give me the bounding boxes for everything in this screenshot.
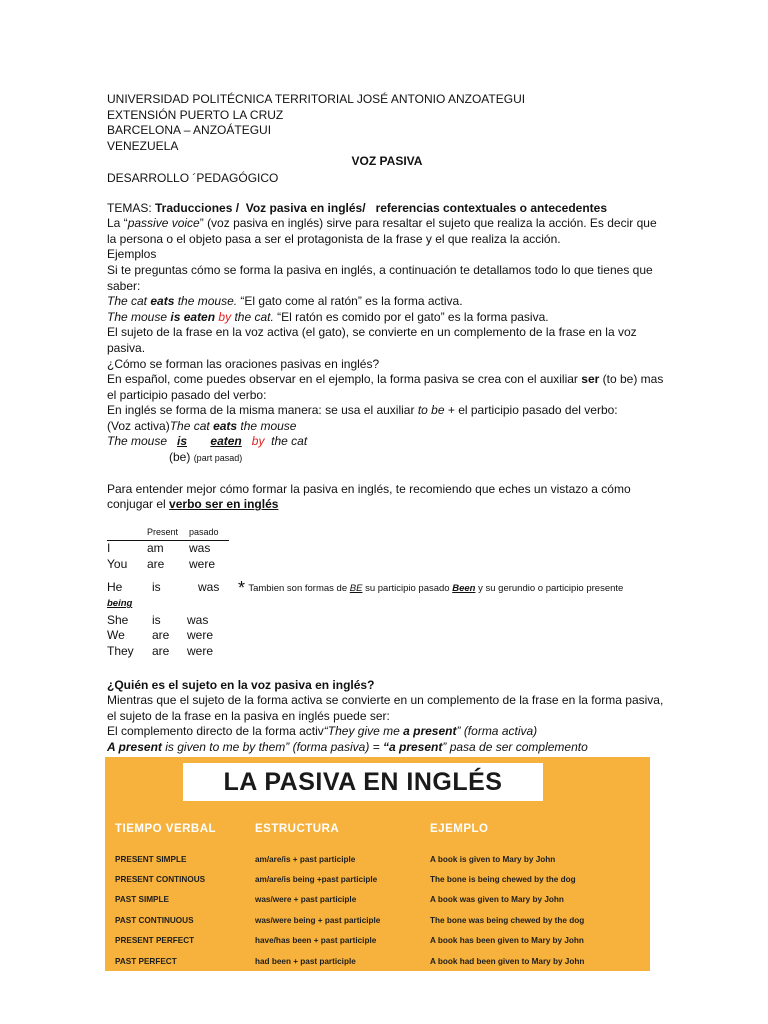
infographic-title: LA PASIVA EN INGLÉS [183,763,543,801]
p5-c: + el participio pasado del verbo: [444,403,618,418]
document-title: VOZ PASIVA [351,154,423,169]
example-active-2 [107,419,667,435]
present-form: are [152,644,170,658]
note-c: su participio pasado [362,582,453,594]
example-cell: A book is given to Mary by John [430,854,556,864]
ex3-label: (Voz activa) [107,418,170,433]
example-cell: The bone is being chewed by the dog [430,875,576,885]
structure-cell: was/were being + past participle [255,915,381,925]
past-form: was [198,579,220,594]
question-how: ¿Cómo se forman las oraciones pasivas en inglés? [107,356,380,371]
note-a: Tambien son formas de [248,582,350,594]
pronoun: We [107,628,125,643]
table-row [115,910,645,930]
label-part: (part pasad) [193,453,243,464]
tense-cell: PAST SIMPLE [115,895,169,905]
subject-example-active [107,724,667,740]
verb-be-table [107,525,229,573]
past-form: was [187,612,209,627]
intro-paragraph-2: Si te preguntas cómo se forma la pasiva en inglés, a continuación te detallamos todo lo que tienes que saber: [107,262,653,293]
document-subtitle: DESARROLLO ´PEDAGÓGICO [107,170,279,185]
table-row [115,931,645,951]
tense-cell: PRESENT CONTINOUS [115,875,206,885]
subject-paragraph: Mientras que el sujeto de la forma activa se convierte en un complemento de la frase en la forma pasiva, el sujeto de la frase en la pasiva en inglés puede ser: [107,693,664,723]
conjugar-paragraph [107,482,667,513]
ex4-by: by [251,434,265,449]
conjugar-text: Para entender mejor cómo formar la pasiva en inglés, te recomiendo que eches un vistazo a cómo conjugar el [107,481,631,512]
example-cell: A book was given to Mary by John [430,895,564,905]
ex2-a: The mouse [107,309,171,324]
structure-cell: am/are/is being +past participle [255,875,378,885]
verb-row-he [107,577,667,598]
structure-cell: am/are/is + past participle [255,854,356,864]
p5-tobe: to be [417,403,445,418]
s2-present: a present [403,724,457,739]
example-passive-2 [107,434,667,450]
tema-1: Traducciones / [155,200,243,215]
header-ejemplo: EJEMPLO [430,823,489,835]
example-passive [107,310,667,326]
city-name: BARCELONA – ANZOÁTEGUI [107,123,272,138]
past-form: was [189,541,211,556]
past-form: were [189,557,216,572]
verb-table-header [107,525,229,541]
ex4-eaten: eaten [210,434,242,449]
note-be: BE [349,582,363,594]
body-paragraph-5 [107,403,667,419]
present-form: is [152,579,161,594]
ex1-c: the mouse. [174,294,238,309]
pronoun: They [107,644,134,658]
label-be: (be) [169,450,191,465]
intro-paragraph [107,216,667,247]
past-form: were [187,628,214,643]
s2-d: ” (forma activa) [456,724,538,739]
intro-text-a: La “ [107,216,128,231]
body-paragraph-4 [107,372,667,403]
infographic-header-row [115,823,645,849]
past-form: were [187,644,214,658]
s3-c: “a present [383,739,443,754]
structure-cell: was/were + past participle [255,895,357,905]
table-row [115,890,645,910]
p4-ser: ser [581,372,600,387]
intro-text-c: ” (voz pasiva en inglés) sirve para resaltar el sujeto que realiza la acción. Es decir que la persona o el objeto pasa a ser el protagonista de la frase y el que realiza la acción. [107,216,657,246]
ex1-verb: eats [150,294,175,309]
verb-row [107,628,213,644]
intro-term: passive voice [127,216,200,231]
tense-cell: PRESENT SIMPLE [115,854,187,864]
tense-cell: PAST PERFECT [115,956,177,966]
ex3-verb: eats [213,418,238,433]
country-name: VENEZUELA [107,138,179,153]
ex4-is: is [177,434,188,449]
passive-voice-infographic [105,757,650,971]
pronoun: He [107,579,123,594]
ex3-d: the mouse [237,418,297,433]
ex2-verb: is eaten [170,309,216,324]
s2-a: El complemento directo de la forma activ [107,724,324,739]
note-been: Been [452,582,476,594]
s3-d: ” pasa de ser complemento [442,739,588,754]
s3-a: A present [107,739,162,754]
infographic-table [115,823,645,971]
ex2-by: by [218,309,232,324]
ex3-b: The cat [169,418,214,433]
past-header: pasado [189,525,229,541]
body-paragraph-3: El sujeto de la frase en la voz activa (el gato), se convierte en un complemento de la frase en la voz pasiva. [107,325,637,355]
asterisk: * [238,577,246,598]
verb-row [107,644,213,660]
verb-row [107,541,229,557]
table-row [115,951,645,971]
p5-a: En inglés se forma de la misma manera: se usa el auxiliar [107,403,418,418]
p4-a: En español, come puedes observar en el ejemplo, la forma pasiva se crea con el auxiliar [107,372,582,387]
header-estructura: ESTRUCTURA [255,823,340,835]
verbo-ser-link[interactable]: verbo ser en inglés [169,497,279,512]
example-labels [107,450,667,467]
example-active [107,294,667,310]
structure-cell: have/has been + past participle [255,936,377,946]
structure-cell: had been + past participle [255,956,356,966]
example-cell: The bone was being chewed by the dog [430,915,585,925]
extension-name: EXTENSIÓN PUERTO LA CRUZ [107,107,284,122]
pronoun: She [107,612,129,627]
present-form: are [147,557,165,572]
question-subject: ¿Quién es el sujeto en la voz pasiva en inglés? [107,677,375,692]
present-form: are [152,628,170,643]
s3-b: is given to me by them” (forma pasiva) = [161,739,383,754]
pronoun: You [107,557,128,572]
document-page [107,92,667,771]
present-form: is [152,612,161,627]
ex4-subject: The mouse [107,434,168,449]
s2-b: “They give me [323,724,404,739]
note-being: being [107,598,133,610]
verb-row [107,613,213,629]
present-header: Present [147,525,189,541]
ex4-object: the cat [271,434,308,449]
table-row [115,869,645,889]
ex1-translation: “El gato come al ratón” es la forma activa. [237,294,463,309]
p4-c: (to be) mas el participio pasado del verbo: [107,372,664,402]
table-row [115,849,645,869]
ex2-d: the cat. [231,309,274,324]
tense-cell: PAST CONTINUOUS [115,915,194,925]
temas-label: TEMAS: [107,200,156,215]
tema-3: referencias contextuales o antecedentes [375,200,608,215]
verb-row [107,557,229,573]
tema-2: Voz pasiva en inglés/ [245,200,366,215]
be-forms-note [248,583,623,594]
example-cell: A book has been given to Mary by John [430,936,584,946]
ejemplos-label: Ejemplos [107,247,157,262]
header-tiempo: TIEMPO VERBAL [115,823,217,835]
university-name: UNIVERSIDAD POLITÉCNICA TERRITORIAL JOSÉ ANTONIO ANZOATEGUI [107,92,526,106]
tense-cell: PRESENT PERFECT [115,936,195,946]
present-form: am [147,541,164,556]
ex2-translation: “El ratón es comido por el gato” es la forma pasiva. [273,309,549,324]
temas-line [107,201,667,217]
note-e: y su gerundio o participio presente [475,582,624,594]
example-cell: A book had been given to Mary by John [430,956,585,966]
ex1-a: The cat [107,294,151,309]
pronoun: I [107,541,111,556]
note-being-line [107,596,667,612]
verb-be-table-2 [107,613,213,660]
